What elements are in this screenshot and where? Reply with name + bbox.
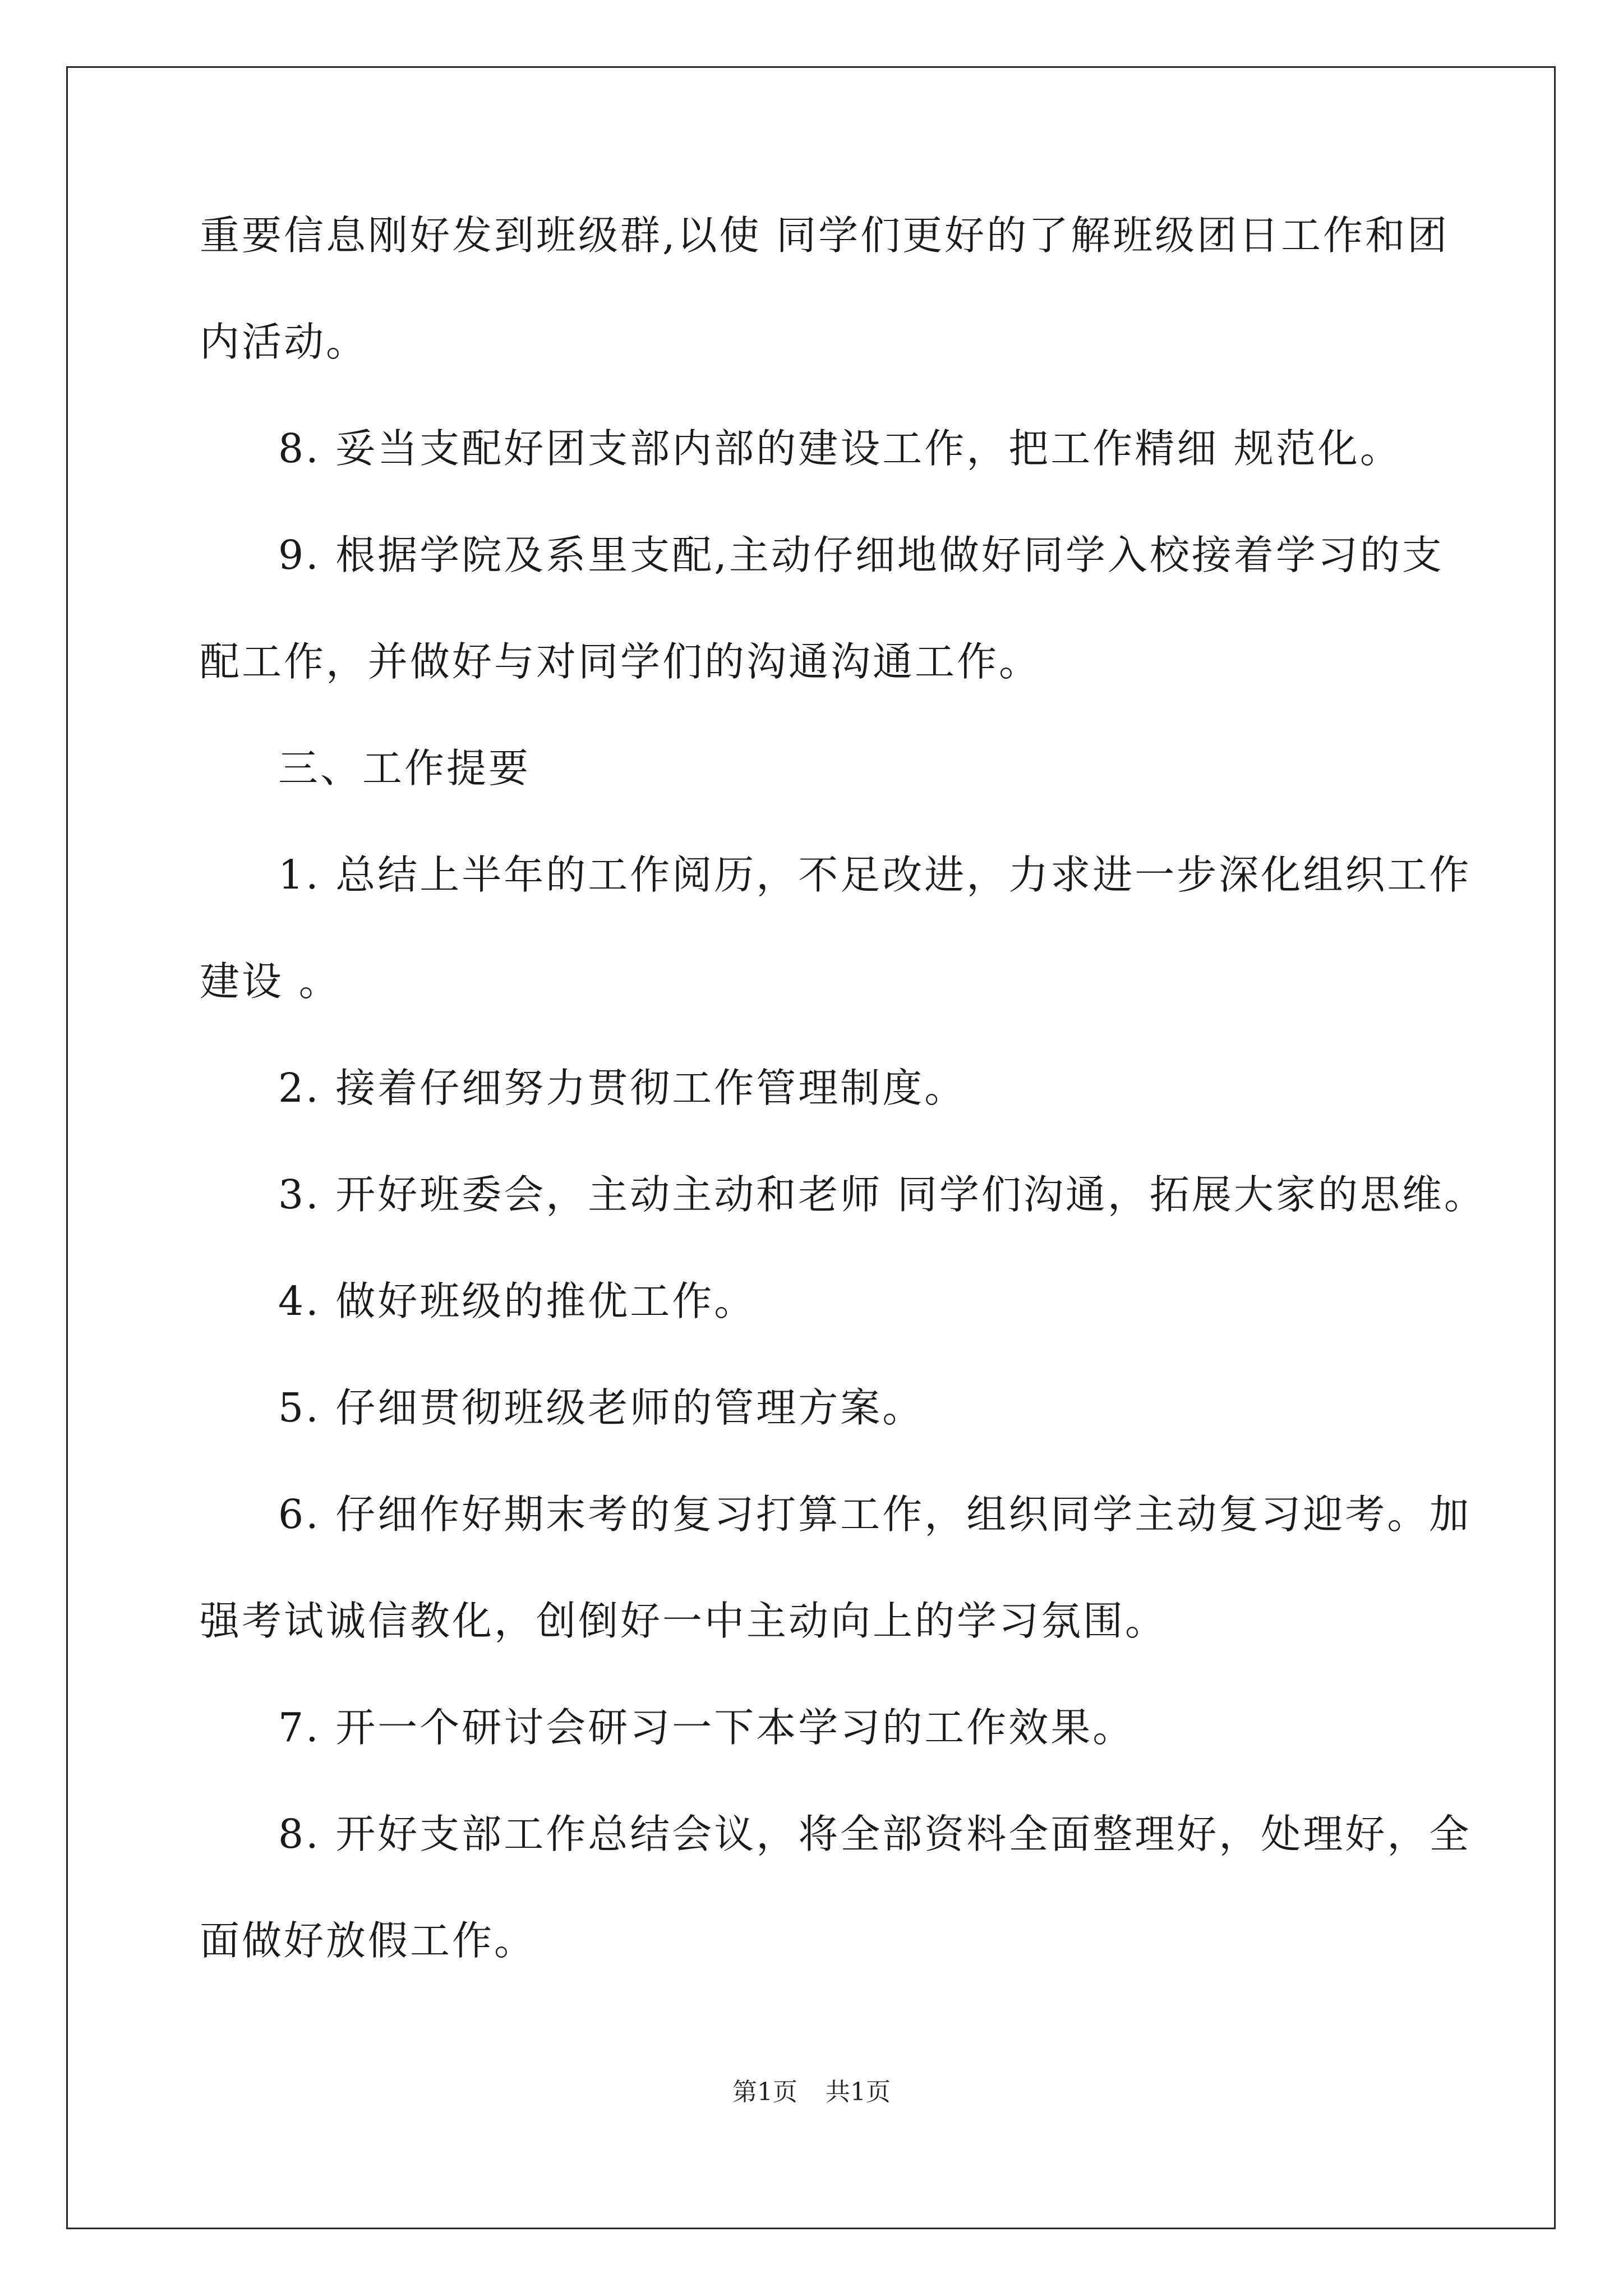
text-line: 3. 开好班委会，主动主动和老师 同学们沟通，拓展大家的思维。 bbox=[278, 1171, 1486, 1218]
section-heading: 三、工作提要 bbox=[278, 745, 531, 792]
text-line: 5. 仔细贯彻班级老师的管理方案。 bbox=[278, 1384, 925, 1431]
text-line: 2. 接着仔细努力贯彻工作管理制度。 bbox=[278, 1065, 967, 1111]
text-line: 重要信息刚好发到班级群,以使 同学们更好的了解班级团日工作和团 bbox=[200, 212, 1450, 259]
page-number-total: 共1页 bbox=[826, 2078, 891, 2106]
text-line: 9. 根据学院及系里支配,主动仔细地做好同学入校接着学习的支 bbox=[278, 532, 1444, 578]
page-footer bbox=[0, 2076, 1623, 2109]
text-line: 内活动。 bbox=[200, 319, 368, 365]
page-number-current: 第1页 bbox=[732, 2078, 797, 2106]
text-line: 面做好放假工作。 bbox=[200, 1917, 537, 1964]
text-line: 强考试诚信教化，创倒好一中主动向上的学习氛围。 bbox=[200, 1598, 1168, 1644]
text-line: 8. 开好支部工作总结会议，将全部资料全面整理好，处理好，全 bbox=[278, 1811, 1472, 1857]
text-line: 4. 做好班级的推优工作。 bbox=[278, 1278, 757, 1324]
text-line: 6. 仔细作好期末考的复习打算工作，组织同学主动复习迎考。加 bbox=[278, 1491, 1472, 1538]
text-line: 8. 妥当支配好团支部内部的建设工作，把工作精细 规范化。 bbox=[278, 425, 1402, 472]
text-line: 7. 开一个研讨会研习一下本学习的工作效果。 bbox=[278, 1704, 1135, 1751]
text-line: 1. 总结上半年的工作阅历，不足改进，力求进一步深化组织工作 bbox=[278, 852, 1472, 898]
document-body bbox=[200, 209, 1486, 1968]
text-line: 建设 。 bbox=[200, 958, 341, 1005]
text-line: 配工作，并做好与对同学们的沟通沟通工作。 bbox=[200, 638, 1041, 685]
